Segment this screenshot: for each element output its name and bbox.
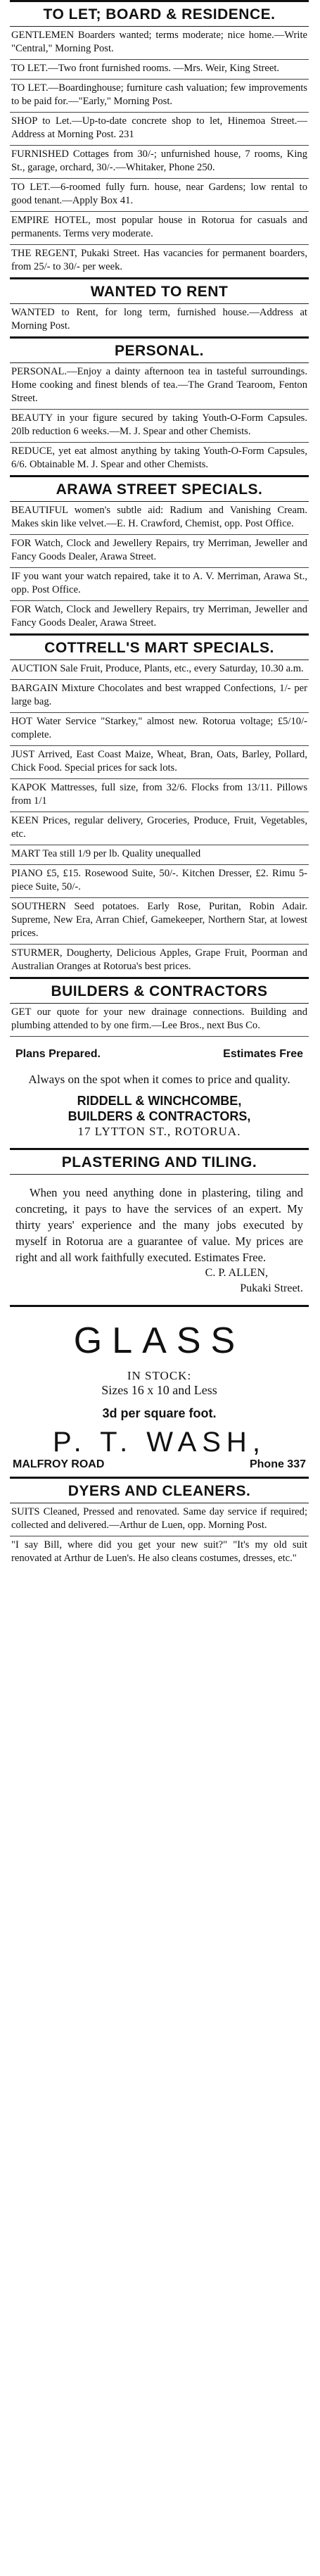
ad-item: TO LET.—6-roomed fully furn. house, near Gardens; low rental to good tenant.—Apply Box 41. bbox=[10, 179, 309, 212]
ad-item: AUCTION Sale Fruit, Produce, Plants, etc., every Saturday, 10.30 a.m. bbox=[10, 660, 309, 680]
ad-item: REDUCE, yet eat almost anything by taking Youth-O-Form Capsules, 6/6. Obtainable M. J. Spear and other Chemists. bbox=[11, 446, 307, 470]
ad-item: SHOP to Let.—Up-to-date concrete shop to let, Hinemoa Street.—Address at Morning Post. 231 bbox=[10, 113, 309, 146]
ad-item: WANTED to Rent, for long term, furnished house.—Address at Morning Post. bbox=[11, 307, 307, 332]
plastering-signature: C. P. ALLEN, bbox=[205, 1267, 268, 1279]
display-body: Always on the spot when it comes to price and quality. bbox=[28, 1073, 290, 1086]
glass-phone: Phone 337 bbox=[249, 1458, 306, 1470]
ad-item: FOR Watch, Clock and Jewellery Repairs, try Merriman, Jeweller and Fancy Goods Dealer, Arawa Street. bbox=[11, 604, 307, 629]
ad-item: TO LET.—Two front furnished rooms. —Mrs. Weir, King Street. bbox=[10, 60, 309, 80]
ad-item: JUST Arrived, East Coast Maize, Wheat, Bran, Oats, Barley, Pollard, Chick Food. Special prices for sack lots. bbox=[10, 746, 309, 779]
glass-title: GLASS bbox=[73, 1320, 245, 1361]
section-heading-plastering: PLASTERING AND TILING. bbox=[61, 1154, 257, 1170]
ad-item: TO LET.—Boardinghouse; furniture cash valuation; few improvements to be paid for.—"Early," Morning Post. bbox=[10, 80, 309, 113]
display-tagline bbox=[15, 1047, 303, 1062]
glass-price: 3d per square foot. bbox=[102, 1406, 217, 1420]
glass-contact bbox=[10, 1458, 309, 1471]
firm-name-line2: BUILDERS & CONTRACTORS, bbox=[68, 1109, 251, 1123]
glass-sizes: Sizes 16 x 10 and Less bbox=[101, 1383, 217, 1397]
ad-item: GENTLEMEN Boarders wanted; terms moderate; nice home.—Write "Central," Morning Post. bbox=[10, 27, 309, 60]
ad-item: PERSONAL.—Enjoy a dainty afternoon tea in tasteful surroundings. Home cooking and finest blends of tea.—The Grand Tearoom, Fenton Street. bbox=[10, 363, 309, 410]
ad-item: FURNISHED Cottages from 30/-; unfurnished house, 7 rooms, King St., garage, orchard, 30/-.—Whitaker, Phone 250. bbox=[10, 146, 309, 179]
ad-item: PIANO £5, £15. Rosewood Suite, 50/-. Kitchen Dresser, £2. Rimu 5-piece Suite, 50/-. bbox=[10, 865, 309, 898]
ad-item: KEEN Prices, regular delivery, Groceries, Produce, Fruit, Vegetables, etc. bbox=[10, 812, 309, 845]
section-heading-wanted: WANTED TO RENT bbox=[90, 284, 229, 300]
ad-item: THE REGENT, Pukaki Street. Has vacancies for permanent boarders, from 25/- to 30/- per week. bbox=[11, 248, 307, 272]
glass-stock: IN STOCK: bbox=[127, 1369, 192, 1382]
ad-item: SOUTHERN Seed potatoes. Early Rose, Puritan, Robin Adair. Supreme, New Era, Arran Chief, Gamekeeper, Northern Star, at lowest prices. bbox=[10, 898, 309, 945]
ad-item: STURMER, Dougherty, Delicious Apples, Grape Fruit, Poorman and Australian Oranges at Rotorua's best prices. bbox=[11, 947, 307, 972]
ad-item: IF you want your watch repaired, take it to A. V. Merriman, Arawa St., opp. Post Office. bbox=[10, 568, 309, 601]
glass-road: MALFROY ROAD bbox=[13, 1458, 105, 1470]
section-heading-builders: BUILDERS & CONTRACTORS bbox=[51, 983, 268, 999]
ad-item: GET our quote for your new drainage connections. Building and plumbing attended to by one firm.—Lee Bros., next Bus Co. bbox=[10, 1004, 309, 1037]
ad-item: HOT Water Service "Starkey," almost new. Rotorua voltage; £5/10/- complete. bbox=[10, 713, 309, 746]
plastering-display-ad bbox=[10, 1175, 309, 1305]
ad-item: "I say Bill, where did you get your new suit?" "It's my old suit renovated at Arthur de Luen's. He also cleans costumes, dresses, etc." bbox=[11, 1539, 307, 1564]
riddell-display-ad bbox=[10, 1037, 309, 1148]
plastering-body: When you need anything done in plastering, tiling and concreting, it pays to have the services of an expert. My thirty years' experience and the many jobs executed by myself in Rotorua are a guarantee of value. My prices are right and all work faithfully executed. Estimates Free. bbox=[15, 1186, 303, 1264]
glass-merchant-name: P. T. WASH, bbox=[53, 1427, 266, 1458]
ad-item: BEAUTIFUL women's subtle aid: Radium and Vanishing Cream. Makes skin like velvet.—E. H. Crawford, Chemist, opp. Post Office. bbox=[10, 502, 309, 535]
section-heading-arawa: ARAWA STREET SPECIALS. bbox=[56, 481, 263, 498]
classifieds-column bbox=[10, 0, 309, 1569]
ad-item: KAPOK Mattresses, full size, from 32/6. Flocks from 13/11. Pillows from 1/1 bbox=[10, 779, 309, 812]
glass-display-ad bbox=[10, 1307, 309, 1477]
ad-item: BEAUTY in your figure secured by taking Youth-O-Form Capsules. 20lb reduction 6 weeks.—M. J. Spear and other Chemists. bbox=[10, 410, 309, 443]
firm-name-line1: RIDDELL & WINCHCOMBE, bbox=[77, 1094, 242, 1108]
ad-item: EMPIRE HOTEL, most popular house in Rotorua for casuals and permanents. Terms very moderate. bbox=[10, 212, 309, 245]
ad-item: MART Tea still 1/9 per lb. Quality unequalled bbox=[10, 845, 309, 865]
estimates-free-text: Estimates Free bbox=[223, 1048, 303, 1060]
section-heading-cottrell: COTTRELL'S MART SPECIALS. bbox=[44, 640, 274, 656]
ad-item: FOR Watch, Clock and Jewellery Repairs, try Merriman, Jeweller and Fancy Goods Dealer, Arawa Street. bbox=[10, 535, 309, 568]
ad-item: SUITS Cleaned, Pressed and renovated. Same day service if required; collected and delivered.—Arthur de Luen, opp. Morning Post. bbox=[10, 1503, 309, 1536]
section-heading-to-let: TO LET; BOARD & RESIDENCE. bbox=[43, 6, 276, 23]
ad-item: BARGAIN Mixture Chocolates and best wrapped Confections, 1/- per large bag. bbox=[10, 680, 309, 713]
plans-prepared-text: Plans Prepared. bbox=[15, 1048, 101, 1060]
section-heading-dyers: DYERS AND CLEANERS. bbox=[68, 1483, 251, 1499]
plastering-street: Pukaki Street. bbox=[240, 1282, 303, 1294]
section-heading-personal: PERSONAL. bbox=[114, 343, 204, 359]
firm-address: 17 LYTTON ST., ROTORUA. bbox=[77, 1125, 241, 1138]
